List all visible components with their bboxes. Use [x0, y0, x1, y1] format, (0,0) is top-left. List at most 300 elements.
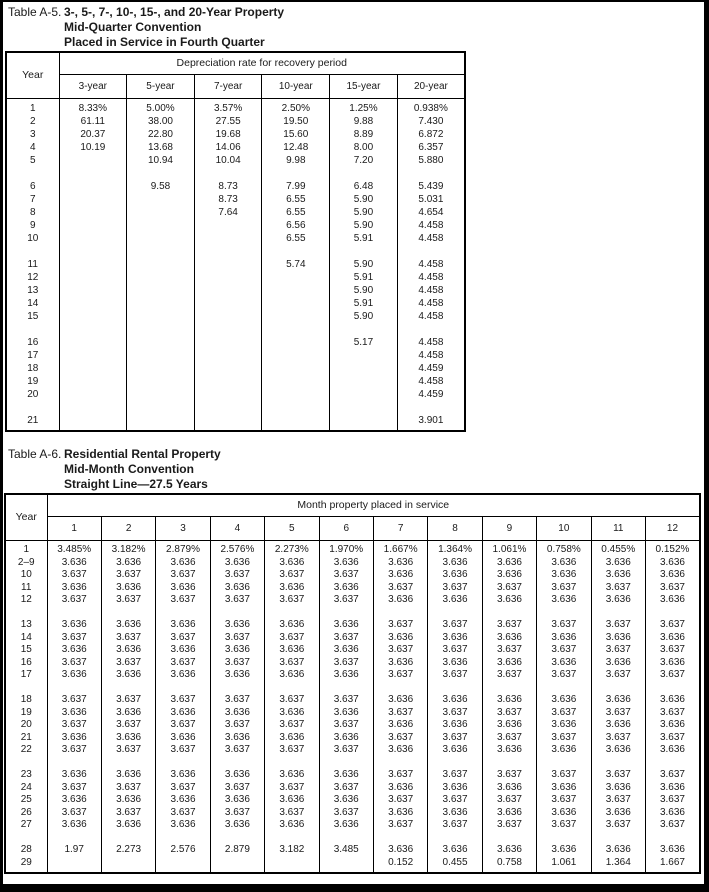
value-cell: 3.637: [265, 594, 319, 607]
value-cell: [59, 258, 127, 271]
value-cell: 3.637: [265, 694, 319, 707]
value-cell: 3.636: [210, 819, 264, 832]
value-cell: 3.637: [47, 782, 101, 795]
value-cell: 3.637: [537, 707, 591, 720]
value-cell: 3.637: [319, 719, 373, 732]
value-cell: 3.636: [373, 569, 427, 582]
value-cell: 3.637: [428, 769, 482, 782]
value-cell: 3.637: [645, 707, 700, 720]
value-cell: 3.636: [537, 557, 591, 570]
value-cell: 3.637: [156, 719, 210, 732]
value-cell: 3.637: [482, 619, 536, 632]
value-cell: 3.636: [428, 807, 482, 820]
value-cell: [262, 414, 330, 427]
year-cell: 16: [5, 657, 47, 670]
table-row: [5, 807, 700, 820]
year-cell: 21: [6, 414, 59, 427]
value-cell: 3.636: [210, 557, 264, 570]
value-cell: 8.00: [330, 141, 398, 154]
value-cell: 3.636: [47, 557, 101, 570]
value-cell: [127, 284, 195, 297]
year-cell: 1: [6, 102, 59, 115]
value-cell: 3.636: [47, 732, 101, 745]
value-cell: 3.637: [537, 732, 591, 745]
value-cell: 5.90: [330, 219, 398, 232]
value-cell: 3.636: [482, 844, 536, 857]
value-cell: 27.55: [194, 115, 262, 128]
value-cell: 3.636: [265, 644, 319, 657]
value-cell: 3.637: [373, 582, 427, 595]
table-row: [5, 582, 700, 595]
year-cell: 19: [6, 375, 59, 388]
value-cell: 3.637: [101, 744, 155, 757]
value-cell: 4.459: [397, 388, 465, 401]
value-cell: [59, 206, 127, 219]
value-cell: 3.636: [101, 644, 155, 657]
value-cell: 3.637: [319, 807, 373, 820]
value-cell: 3.636: [265, 769, 319, 782]
value-cell: 5.00%: [127, 102, 195, 115]
value-cell: 3.636: [101, 707, 155, 720]
table-row: [6, 102, 465, 115]
value-cell: 3.636: [428, 694, 482, 707]
value-cell: 15.60: [262, 128, 330, 141]
value-cell: [59, 310, 127, 323]
value-cell: 3.636: [101, 769, 155, 782]
table-row: [6, 232, 465, 245]
value-cell: 3.636: [319, 582, 373, 595]
value-cell: 3.636: [645, 557, 700, 570]
value-cell: 5.90: [330, 206, 398, 219]
value-cell: 3.636: [156, 732, 210, 745]
value-cell: 3.636: [47, 669, 101, 682]
year-cell: 1: [5, 544, 47, 557]
year-cell: 20: [5, 719, 47, 732]
value-cell: 61.11: [59, 115, 127, 128]
value-cell: 7.99: [262, 180, 330, 193]
value-cell: 3.636: [319, 794, 373, 807]
value-cell: 3.637: [319, 657, 373, 670]
value-cell: 6.872: [397, 128, 465, 141]
value-cell: [59, 284, 127, 297]
value-cell: 6.55: [262, 206, 330, 219]
value-cell: 3.637: [101, 807, 155, 820]
value-cell: 3.636: [319, 707, 373, 720]
year-column-header: Year: [5, 494, 47, 540]
value-cell: 3.636: [482, 694, 536, 707]
table-row: [6, 414, 465, 427]
value-cell: 4.458: [397, 336, 465, 349]
value-cell: 5.439: [397, 180, 465, 193]
value-cell: 3.636: [373, 807, 427, 820]
value-cell: 3.637: [537, 794, 591, 807]
value-cell: 3.636: [101, 557, 155, 570]
year-cell: 24: [5, 782, 47, 795]
table-a6-title-line-3: Straight Line—27.5 Years: [64, 477, 208, 491]
table-row: [6, 141, 465, 154]
value-cell: [194, 271, 262, 284]
value-cell: 3.637: [428, 819, 482, 832]
value-cell: [59, 388, 127, 401]
value-cell: 3.636: [47, 582, 101, 595]
value-cell: [127, 193, 195, 206]
column-header: 10: [537, 516, 591, 540]
value-cell: 3.636: [645, 694, 700, 707]
value-cell: 1.667: [645, 857, 700, 870]
value-cell: 2.879: [210, 844, 264, 857]
value-cell: 3.636: [591, 844, 645, 857]
table-row: [5, 707, 700, 720]
value-cell: 3.637: [482, 582, 536, 595]
year-cell: 10: [5, 569, 47, 582]
value-cell: 3.636: [645, 569, 700, 582]
value-cell: 3.637: [47, 719, 101, 732]
value-cell: 0.758%: [537, 544, 591, 557]
value-cell: [330, 375, 398, 388]
value-cell: 4.458: [397, 258, 465, 271]
value-cell: 5.031: [397, 193, 465, 206]
column-header: 8: [428, 516, 482, 540]
value-cell: 1.364%: [428, 544, 482, 557]
value-cell: [194, 375, 262, 388]
value-cell: [59, 154, 127, 167]
value-cell: [262, 271, 330, 284]
table-row: [5, 744, 700, 757]
value-cell: 4.458: [397, 232, 465, 245]
value-cell: 3.637: [537, 819, 591, 832]
year-cell: 21: [5, 732, 47, 745]
value-cell: 3.636: [373, 557, 427, 570]
value-cell: 3.637: [645, 819, 700, 832]
column-header: 7: [373, 516, 427, 540]
value-cell: 3.636: [482, 569, 536, 582]
value-cell: 3.636: [319, 644, 373, 657]
value-cell: 3.636: [47, 819, 101, 832]
value-cell: 3.636: [537, 694, 591, 707]
year-cell: 17: [6, 349, 59, 362]
value-cell: 3.637: [101, 782, 155, 795]
table-row: [6, 193, 465, 206]
value-cell: 3.636: [210, 707, 264, 720]
value-cell: 1.364: [591, 857, 645, 870]
value-cell: 3.637: [210, 632, 264, 645]
value-cell: [194, 232, 262, 245]
column-header: 2: [101, 516, 155, 540]
table-row: [6, 180, 465, 193]
value-cell: 1.061: [537, 857, 591, 870]
value-cell: [127, 310, 195, 323]
table-a6-label: Table A-6.: [8, 447, 62, 461]
value-cell: 3.636: [373, 694, 427, 707]
value-cell: 3.636: [156, 582, 210, 595]
value-cell: 7.20: [330, 154, 398, 167]
value-cell: 3.636: [645, 594, 700, 607]
value-cell: 3.637: [210, 719, 264, 732]
pad-row: [6, 427, 465, 431]
table-a6-title: [64, 447, 221, 492]
year-cell: 2: [6, 115, 59, 128]
value-cell: 19.50: [262, 115, 330, 128]
value-cell: 3.637: [482, 644, 536, 657]
value-cell: 5.880: [397, 154, 465, 167]
value-cell: 1.970%: [319, 544, 373, 557]
value-cell: [59, 336, 127, 349]
value-cell: 3.636: [428, 657, 482, 670]
table-row: [5, 857, 700, 870]
value-cell: 3.636: [482, 594, 536, 607]
group-gap-row: [5, 682, 700, 695]
table-a6-title-line-2: Mid-Month Convention: [64, 462, 194, 476]
value-cell: 3.637: [428, 644, 482, 657]
value-cell: 3.637: [319, 744, 373, 757]
value-cell: 3.637: [482, 669, 536, 682]
year-cell: 9: [6, 219, 59, 232]
value-cell: 4.654: [397, 206, 465, 219]
value-cell: 1.25%: [330, 102, 398, 115]
value-cell: 3.637: [210, 569, 264, 582]
value-cell: 3.637: [47, 744, 101, 757]
year-cell: 10: [6, 232, 59, 245]
value-cell: 3.636: [210, 619, 264, 632]
value-cell: 3.636: [210, 669, 264, 682]
group-gap-row: [6, 167, 465, 180]
value-cell: 3.636: [319, 732, 373, 745]
value-cell: 3.637: [645, 619, 700, 632]
value-cell: 3.636: [47, 619, 101, 632]
table-row: [5, 819, 700, 832]
value-cell: 2.273: [101, 844, 155, 857]
value-cell: 10.19: [59, 141, 127, 154]
value-cell: 22.80: [127, 128, 195, 141]
value-cell: 3.636: [428, 782, 482, 795]
value-cell: 5.90: [330, 193, 398, 206]
year-cell: 26: [5, 807, 47, 820]
value-cell: 3.637: [210, 694, 264, 707]
table-row: [5, 719, 700, 732]
year-cell: 5: [6, 154, 59, 167]
value-cell: [101, 857, 155, 870]
value-cell: 3.637: [537, 669, 591, 682]
value-cell: 3.636: [265, 582, 319, 595]
value-cell: 3.637: [482, 707, 536, 720]
value-cell: 3.637: [210, 594, 264, 607]
value-cell: 3.636: [482, 744, 536, 757]
table-a6-grid: [4, 493, 701, 874]
value-cell: 3.636: [101, 819, 155, 832]
table-a5-label: Table A-5.: [8, 5, 62, 19]
table-row: [6, 349, 465, 362]
value-cell: 3.637: [47, 569, 101, 582]
table-row: [6, 388, 465, 401]
value-cell: 3.636: [156, 644, 210, 657]
year-cell: 18: [5, 694, 47, 707]
value-cell: 3.637: [482, 769, 536, 782]
value-cell: 5.90: [330, 258, 398, 271]
value-cell: 3.636: [156, 819, 210, 832]
value-cell: 5.17: [330, 336, 398, 349]
column-header: 20-year: [397, 74, 465, 98]
value-cell: 3.637: [156, 807, 210, 820]
table-row: [6, 128, 465, 141]
value-cell: [127, 388, 195, 401]
value-cell: 3.636: [428, 632, 482, 645]
value-cell: [59, 375, 127, 388]
value-cell: 3.636: [265, 619, 319, 632]
value-cell: 3.637: [319, 782, 373, 795]
year-cell: 15: [6, 310, 59, 323]
value-cell: 3.637: [591, 582, 645, 595]
value-cell: 3.636: [591, 719, 645, 732]
value-cell: 3.637: [482, 819, 536, 832]
value-cell: 3.636: [101, 582, 155, 595]
value-cell: 3.636: [47, 707, 101, 720]
value-cell: 3.636: [319, 769, 373, 782]
value-cell: 3.637: [373, 732, 427, 745]
value-cell: 3.636: [482, 657, 536, 670]
value-cell: 3.637: [645, 669, 700, 682]
year-cell: 13: [6, 284, 59, 297]
value-cell: 0.152: [373, 857, 427, 870]
value-cell: 3.636: [373, 632, 427, 645]
table-a5-title-line-2: Mid-Quarter Convention: [64, 20, 202, 34]
value-cell: 12.48: [262, 141, 330, 154]
value-cell: 3.637: [537, 644, 591, 657]
value-cell: 3.182%: [101, 544, 155, 557]
value-cell: 3.636: [265, 707, 319, 720]
table-a6-title-line-1: Residential Rental Property: [64, 447, 221, 461]
value-cell: 3.636: [428, 594, 482, 607]
value-cell: [194, 336, 262, 349]
value-cell: [194, 362, 262, 375]
value-cell: 3.636: [591, 694, 645, 707]
group-gap-row: [6, 323, 465, 336]
value-cell: 3.637: [101, 569, 155, 582]
table-row: [5, 632, 700, 645]
value-cell: 19.68: [194, 128, 262, 141]
value-cell: 3.636: [47, 644, 101, 657]
value-cell: 3.637: [156, 632, 210, 645]
value-cell: 14.06: [194, 141, 262, 154]
value-cell: 3.636: [156, 707, 210, 720]
column-header: 3-year: [59, 74, 127, 98]
value-cell: 3.637: [373, 619, 427, 632]
value-cell: 8.89: [330, 128, 398, 141]
value-cell: 3.636: [537, 657, 591, 670]
table-a5-grid: [5, 51, 466, 432]
year-cell: 14: [5, 632, 47, 645]
value-cell: 3.636: [156, 769, 210, 782]
value-cell: 3.636: [645, 844, 700, 857]
value-cell: 3.637: [428, 582, 482, 595]
value-cell: [262, 349, 330, 362]
table-row: [5, 557, 700, 570]
table-row: [5, 669, 700, 682]
value-cell: 3.636: [373, 719, 427, 732]
value-cell: 3.637: [47, 694, 101, 707]
table-row: [6, 219, 465, 232]
value-cell: 3.637: [265, 719, 319, 732]
year-cell: 29: [5, 857, 47, 870]
table-row: [5, 569, 700, 582]
value-cell: [262, 336, 330, 349]
year-cell: 25: [5, 794, 47, 807]
year-cell: 11: [5, 582, 47, 595]
value-cell: 3.637: [428, 732, 482, 745]
value-cell: 0.938%: [397, 102, 465, 115]
value-cell: [127, 206, 195, 219]
table-row: [6, 258, 465, 271]
value-cell: [262, 310, 330, 323]
value-cell: 3.637: [428, 669, 482, 682]
value-cell: 3.636: [537, 744, 591, 757]
value-cell: 3.637: [591, 732, 645, 745]
value-cell: 3.637: [482, 732, 536, 745]
column-header: 5-year: [127, 74, 195, 98]
value-cell: 10.04: [194, 154, 262, 167]
table-row: [5, 657, 700, 670]
value-cell: 6.48: [330, 180, 398, 193]
value-cell: 8.73: [194, 180, 262, 193]
group-gap-row: [6, 401, 465, 414]
value-cell: 3.636: [373, 744, 427, 757]
value-cell: 3.636: [156, 669, 210, 682]
value-cell: [194, 258, 262, 271]
value-cell: 13.68: [127, 141, 195, 154]
value-cell: 9.98: [262, 154, 330, 167]
value-cell: 3.636: [482, 807, 536, 820]
value-cell: [127, 271, 195, 284]
table-row: [6, 336, 465, 349]
value-cell: 3.636: [591, 657, 645, 670]
value-cell: [156, 857, 210, 870]
value-cell: [194, 284, 262, 297]
value-cell: 3.636: [537, 782, 591, 795]
value-cell: 5.90: [330, 310, 398, 323]
value-cell: 5.74: [262, 258, 330, 271]
value-cell: 3.636: [645, 632, 700, 645]
group-gap-row: [5, 607, 700, 620]
value-cell: [262, 284, 330, 297]
table-a5-title-line-1: 3-, 5-, 7-, 10-, 15-, and 20-Year Property: [64, 5, 285, 19]
value-cell: 3.636: [373, 844, 427, 857]
value-cell: 3.637: [265, 782, 319, 795]
value-cell: [127, 375, 195, 388]
value-cell: 2.576: [156, 844, 210, 857]
value-cell: 3.636: [265, 557, 319, 570]
value-cell: 3.636: [156, 794, 210, 807]
column-header: 5: [265, 516, 319, 540]
value-cell: 3.637: [265, 632, 319, 645]
value-cell: [194, 310, 262, 323]
value-cell: 3.636: [591, 594, 645, 607]
value-cell: 3.485%: [47, 544, 101, 557]
value-cell: 10.94: [127, 154, 195, 167]
table-row: [5, 844, 700, 857]
value-cell: 3.636: [428, 844, 482, 857]
table-row: [5, 619, 700, 632]
value-cell: 8.73: [194, 193, 262, 206]
value-cell: 3.637: [537, 769, 591, 782]
year-cell: 12: [6, 271, 59, 284]
value-cell: [262, 362, 330, 375]
value-cell: 3.637: [101, 594, 155, 607]
table-row: [6, 375, 465, 388]
table-row: [6, 206, 465, 219]
value-cell: 0.152%: [645, 544, 700, 557]
value-cell: 3.636: [428, 557, 482, 570]
column-header: 11: [591, 516, 645, 540]
year-cell: 3: [6, 128, 59, 141]
